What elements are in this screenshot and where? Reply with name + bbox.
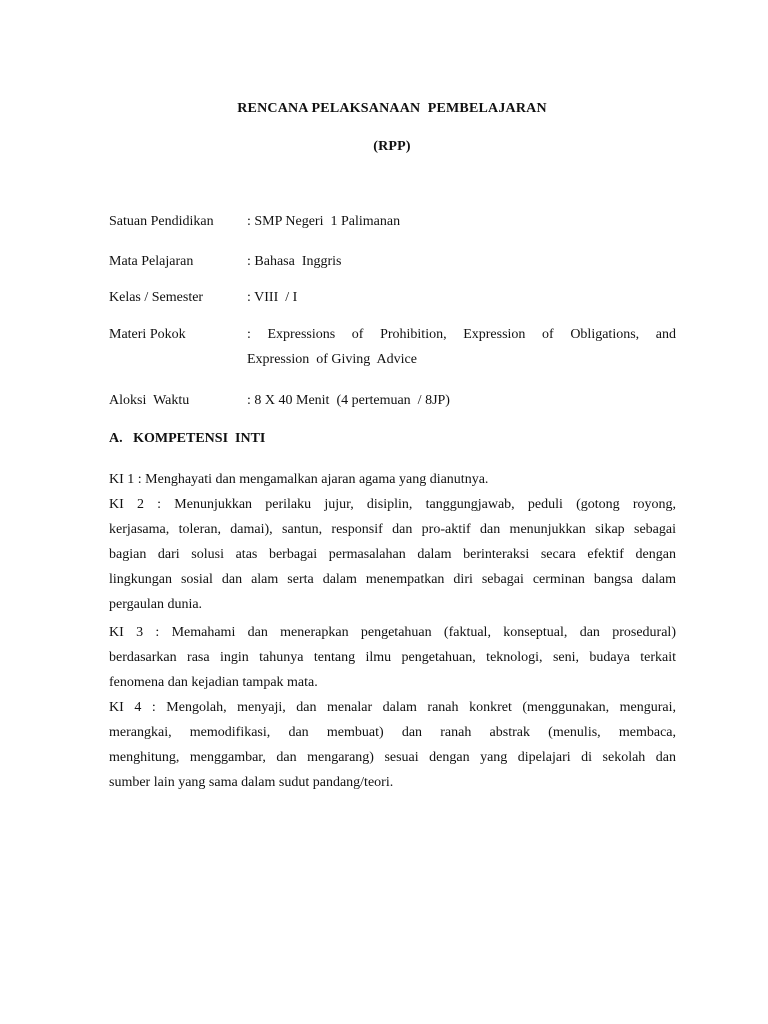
- document-title: RENCANA PELAKSANAAN PEMBELAJARAN: [237, 101, 547, 116]
- ki2-line-1: KI 2 : Menunjukkan perilaku jujur, disiplin, tanggungjawab, peduli (gotong royong,: [109, 497, 676, 512]
- ki2-paragraph: [109, 492, 676, 617]
- value-materi-pokok-line2: Expression of Giving Advice: [247, 352, 417, 367]
- ki4-line-3: menghitung, menggambar, dan mengarang) sesuai dengan yang dipelajari di sekolah dan: [109, 750, 676, 765]
- label-satuan-pendidikan: Satuan Pendidikan: [109, 214, 214, 229]
- ki2-line-2: kerjasama, toleran, damai), santun, responsif dan pro-aktif dan menunjukkan sikap sebagai: [109, 522, 676, 537]
- label-alokasi-waktu: Aloksi Waktu: [109, 393, 190, 408]
- value-materi-pokok-line1: : Expressions of Prohibition, Expression of Obligations, and: [247, 327, 676, 342]
- ki2-line-5: pergaulan dunia.: [109, 597, 203, 612]
- ki1-line: KI 1 : Menghayati dan mengamalkan ajaran agama yang dianutnya.: [109, 472, 489, 487]
- value-kelas-semester: : VIII / I: [247, 290, 298, 305]
- value-mata-pelajaran: : Bahasa Inggris: [247, 254, 342, 269]
- label-mata-pelajaran: Mata Pelajaran: [109, 254, 194, 269]
- value-satuan-pendidikan: : SMP Negeri 1 Palimanan: [247, 214, 401, 229]
- ki1-paragraph: [109, 467, 676, 492]
- value-alokasi-waktu: : 8 X 40 Menit (4 pertemuan / 8JP): [247, 393, 450, 408]
- document-subtitle: (RPP): [373, 139, 411, 154]
- ki3-line-1: KI 3 : Memahami dan menerapkan pengetahuan (faktual, konseptual, dan prosedural): [109, 625, 676, 640]
- section-heading-kompetensi-inti: A. KOMPETENSI INTI: [109, 431, 266, 446]
- label-kelas-semester: Kelas / Semester: [109, 290, 204, 305]
- ki4-line-2: merangkai, memodifikasi, dan membuat) dan ranah abstrak (menulis, membaca,: [109, 725, 676, 740]
- ki4-line-4: sumber lain yang sama dalam sudut pandang/teori.: [109, 775, 394, 790]
- label-materi-pokok: Materi Pokok: [109, 327, 186, 342]
- ki3-paragraph: [109, 620, 676, 695]
- ki2-line-3: bagian dari solusi atas berbagai permasalahan dalam berinteraksi secara efektif dengan: [109, 547, 676, 562]
- ki2-line-4: lingkungan sosial dan alam serta dalam menempatkan diri sebagai cerminan bangsa dalam: [109, 572, 676, 587]
- ki4-line-1: KI 4 : Mengolah, menyaji, dan menalar dalam ranah konkret (menggunakan, mengurai,: [109, 700, 676, 715]
- ki3-line-3: fenomena dan kejadian tampak mata.: [109, 675, 318, 690]
- ki4-paragraph: [109, 695, 676, 795]
- ki3-line-2: berdasarkan rasa ingin tahunya tentang ilmu pengetahuan, teknologi, seni, budaya terkait: [109, 650, 676, 665]
